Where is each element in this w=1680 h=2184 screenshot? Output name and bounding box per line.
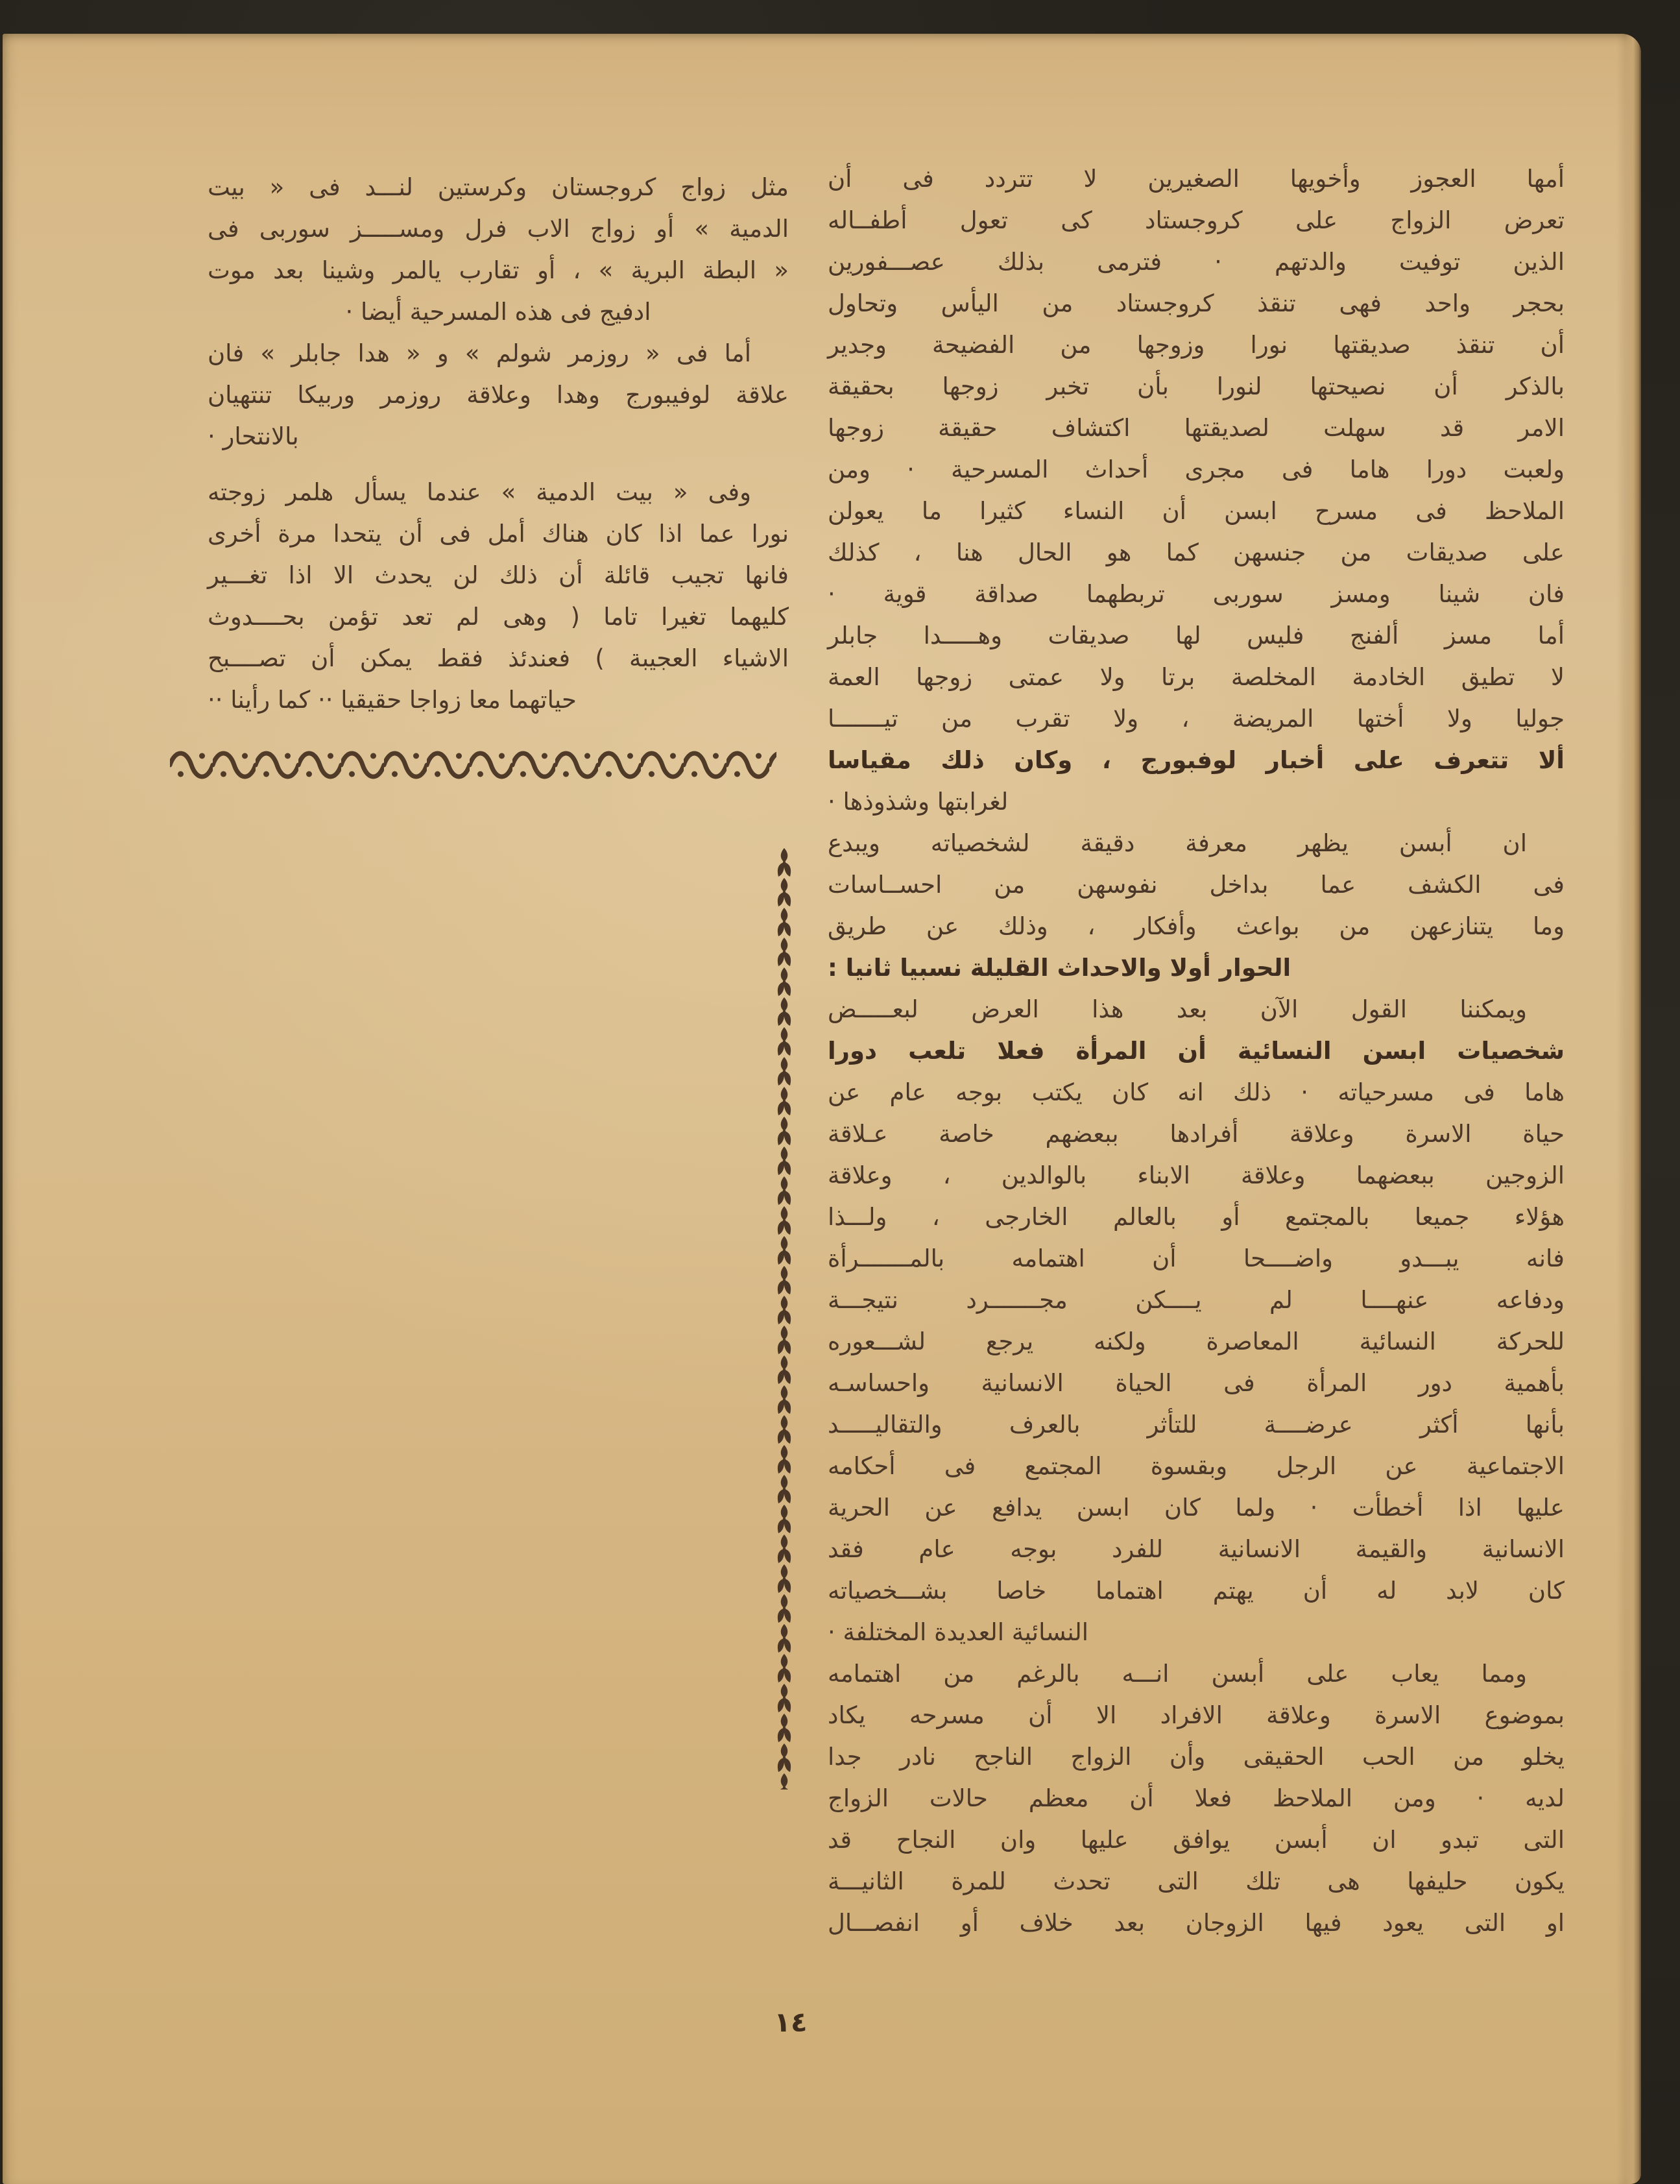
text-line: علاقة لوفيبورج وهدا وعلاقة روزمر وربيكا تنتهيان [208,381,789,409]
text-line: الحوار أولا والاحداث القليلة نسبيا ثانيا : [828,954,1291,982]
text-line: الملاحظ فى مسرح ابسن أن النساء كثيرا ما يعولن [828,497,1565,525]
text-line: الانسانية والقيمة الانسانية للفرد بوجه عام فقد [828,1535,1565,1563]
text-line: يكون حليفها هى تلك التى تحدث للمرة الثانيـــة [828,1867,1565,1895]
text-line: يخلو من الحب الحقيقى وأن الزواج الناجح نادر جدا [828,1743,1565,1771]
text-line: فانها تجيب قائلة أن ذلك لن يحدث الا اذا تغـــير [208,561,789,589]
text-line: فى الكشف عما بداخل نفوسهن من احســاسات [828,871,1565,899]
text-line: وما يتنازعهن من بواعث وأفكار ، وذلك عن طريق [828,912,1565,940]
text-line: « البطة البرية » ، أو تقارب يالمر وشينا بعد موت [208,256,789,284]
right-column [828,158,1565,1944]
text-line: بالذكر أن نصيحتها لنورا بأن تخبر زوجها بحقيقة [828,372,1565,400]
text-line: الزوجين ببعضهما وعلاقة الابناء بالوالدين ، وعلاقة [828,1161,1565,1189]
text-line: ومما يعاب على أبسن انـــه بالرغم من اهتمامه [828,1660,1527,1688]
text-line: الدمية » أو زواج الاب فرل ومســـــز سوربى فى [208,215,789,243]
text-line: تعرض الزواج على كروجستاد كى تعول أطفــاله [828,206,1565,234]
text-line: مثل زواج كروجستان وكرستين لنـــد فى « بيت [208,173,789,201]
text-line: هؤلاء جميعا بالمجتمع أو بالعالم الخارجى ، ولـــذا [828,1203,1565,1231]
text-line: جوليا ولا أختها المريضة ، ولا تقرب من تيـــــــا [828,705,1565,733]
text-line: كليهما تغيرا تاما ( وهى لم تعد تؤمن بحــــدوث [208,603,789,631]
text-line: أما فى « روزمر شولم » و « هدا جابلر » فان [208,339,751,367]
text-line: ان أبسن يظهر معرفة دقيقة لشخصياته ويبدع [828,829,1527,857]
text-line: بموضوع الاسرة وعلاقة الافراد الا أن مسرحه يكاد [828,1701,1565,1729]
paper-stack-edge [1616,34,1641,2184]
text-line: بأنها أكثر عرضــــة للتأثر بالعرف والتقاليـــــد [828,1411,1565,1438]
text-line: أمها العجوز وأخويها الصغيرين لا تتردد فى أن [828,165,1565,193]
text-line: شخصيات ابسن النسائية أن المرأة فعلا تلعب دورا [828,1037,1565,1065]
page-number: ١٤ [774,2006,808,2038]
text-line: ولعبت دورا هاما فى مجرى أحداث المسرحية · ومن [828,455,1565,483]
text-line: لا تطيق الخادمة المخلصة برتا ولا عمتى زوجها العمة [828,663,1565,691]
text-line: أما مسز ألفنج فليس لها صديقات وهـــــدا جابلر [828,622,1565,649]
text-line: ألا تتعرف على أخبار لوفبورج ، وكان ذلك مقياسا [828,746,1565,774]
text-line: التى تبدو ان أبسن يوافق عليها وان النجاح قد [828,1826,1565,1854]
text-line: الاجتماعية عن الرجل وبقسوة المجتمع فى أحكامه [828,1452,1565,1480]
text-line: ودفاعه عنهــــا لم يــــكن مجـــــــرد نتيجـــة [828,1286,1565,1314]
leaf-chain-ornament-icon [776,847,793,1790]
text-line: لديه · ومن الملاحظ فعلا أن معظم حالات الزواج [828,1784,1565,1812]
text-line: للحركة النسائية المعاصرة ولكنه يرجع لشـــعوره [828,1328,1565,1355]
text-line: فان شينا ومسز سوربى تربطهما صداقة قوية · [828,580,1565,608]
text-line: بأهمية دور المرأة فى الحياة الانسانية واحساسـه [828,1369,1565,1397]
text-line: او التى يعود فيها الزوجان بعد خلاف أو انفصـــال [828,1909,1565,1937]
text-line: بحجر واحد فهى تنقذ كروجستاد من اليأس وتحاول [828,289,1565,317]
left-column-paragraph-1 [208,167,789,457]
text-line: حياة الاسرة وعلاقة أفرادها ببعضهم خاصة عـلاقة [828,1120,1565,1148]
text-line: أن تنقذ صديقتها نورا وزوجها من الفضيحة وجدير [828,331,1565,359]
text-line: نورا عما اذا كان هناك أمل فى أن يتحدا مرة أخرى [208,520,789,548]
text-line: حياتهما معا زواجا حقيقيا ·· كما رأينا ·· [208,686,577,714]
text-line: فانه يبـــدو واضــــحا أن اهتمامه بالمـــــــرأة [828,1244,1565,1272]
text-line: الامر قد سهلت لصديقتها اكتشاف حقيقة زوجها [828,414,1565,442]
wavy-divider-icon [170,746,776,784]
text-line: على صديقات من جنسهن كما هو الحال هنا ، كذلك [828,539,1565,566]
text-line: هاما فى مسرحياته · ذلك انه كان يكتب بوجه عام عن [828,1078,1565,1106]
text-line: الذين توفيت والدتهم · فترمى بذلك عصـــفورين [828,248,1565,276]
text-line: عليها اذا أخطأت · ولما كان ابسن يدافع عن الحرية [828,1494,1565,1522]
text-line: النسائية العديدة المختلفة · [828,1618,1089,1646]
text-line: بالانتحار · [208,422,299,450]
text-line: وفى « بيت الدمية » عندما يسأل هلمر زوجته [208,478,751,506]
paper [3,34,1641,2184]
left-column-paragraph-2 [208,472,789,721]
text-line: ادفيج فى هذه المسرحية أيضا · [345,298,651,326]
text-line: كان لابد له أن يهتم اهتماما خاصا بشـــخصياته [828,1577,1565,1605]
text-line: لغرابتها وشذوذها · [828,788,1009,816]
text-line: الاشياء العجيبة ) فعندئذ فقط يمكن أن تصــــبح [208,644,789,672]
text-line: ويمكننا القول الآن بعد هذا العرض لبعـــــض [828,995,1527,1023]
